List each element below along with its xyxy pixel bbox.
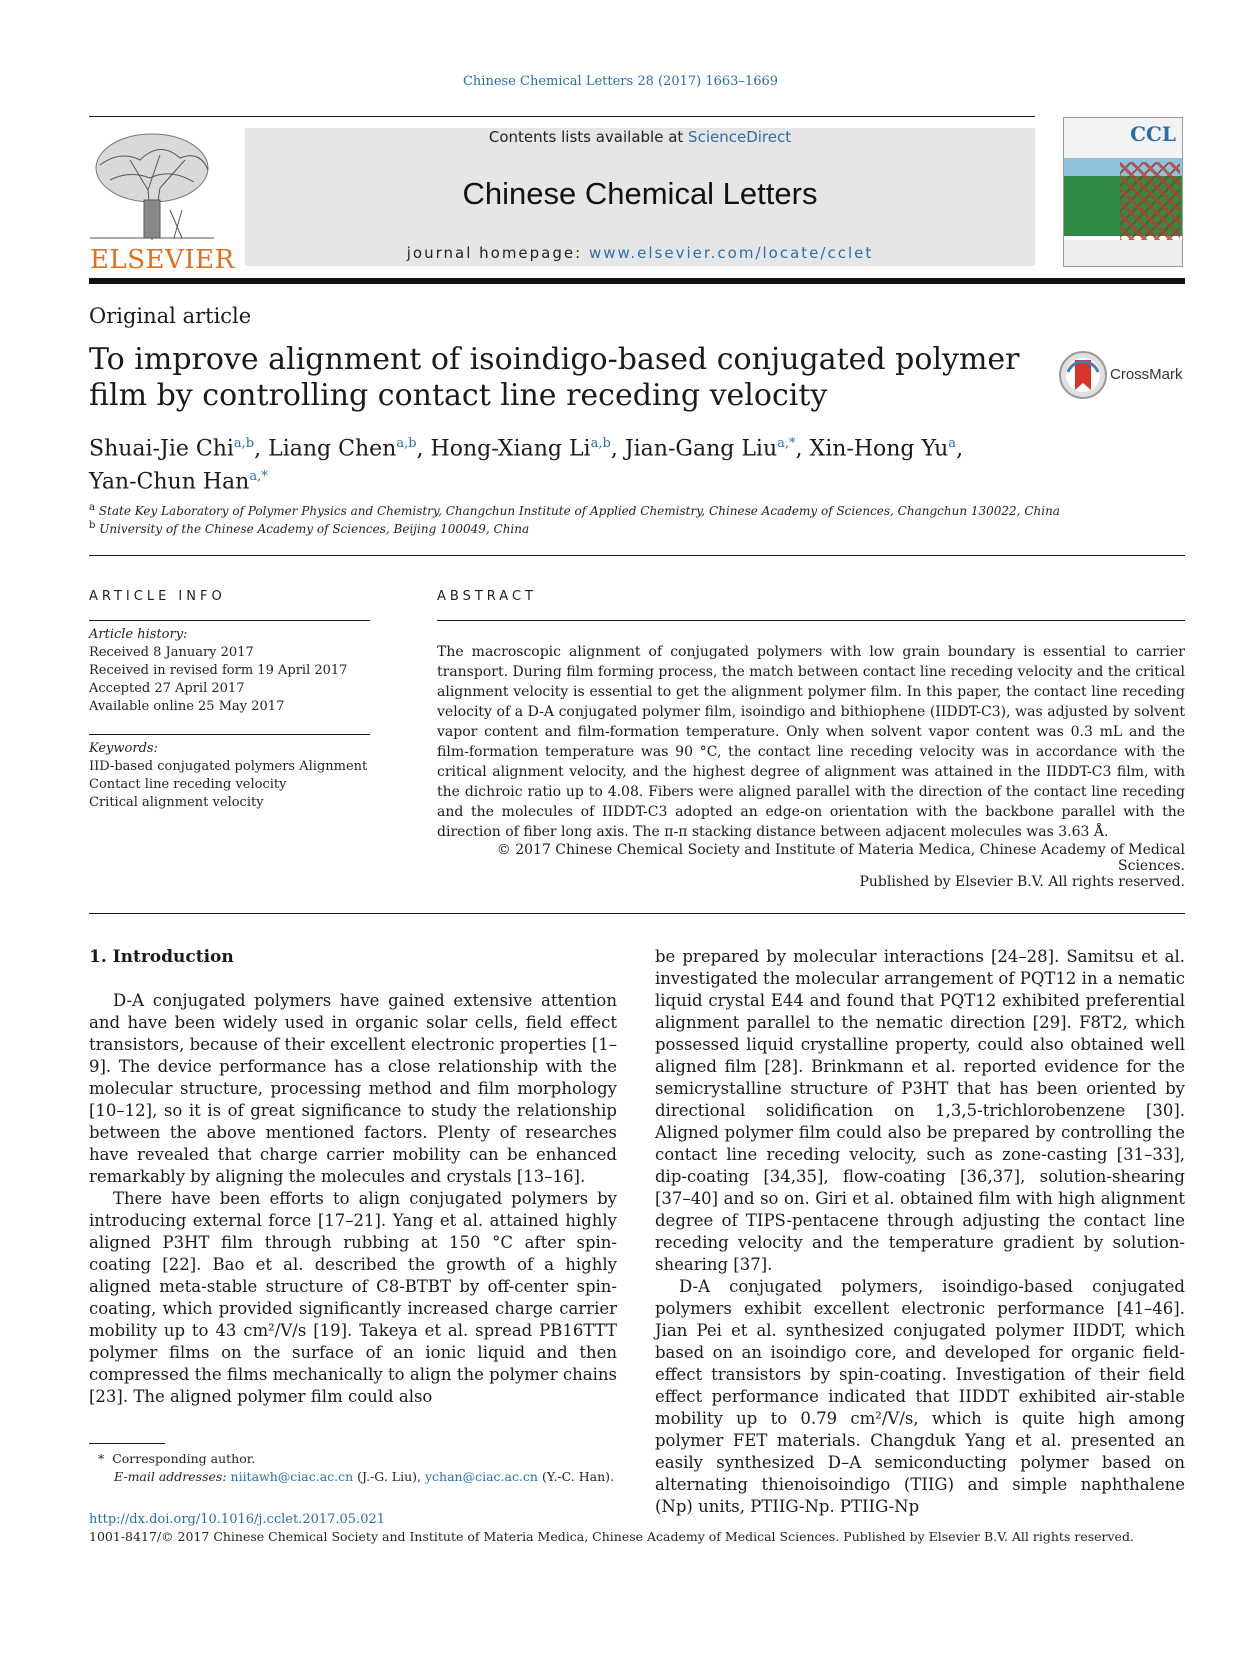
author-affil-sup[interactable]: a,* — [777, 436, 796, 451]
keywords-block — [89, 740, 374, 812]
history-label: Article history: — [89, 627, 188, 642]
history-item: Received 8 January 2017 — [89, 645, 254, 660]
corresponding-footnote — [98, 1450, 618, 1486]
contents-prefix: Contents lists available at — [488, 128, 689, 146]
author-sep: , — [795, 436, 810, 462]
affiliation-a — [89, 502, 1189, 518]
body-paragraph: be prepared by molecular interactions [24–28]. Samitsu et al. investigated the molecular arrangement of PQT12 in a nematic liquid crystal E44 and found that PQT12 exhibited preferential alignment parallel to the nematic direction [29]. F8T2, which possessed liquid crystalline property, could also obtained well aligned film [28]. Brinkmann et al. reported evidence for the semicrystalline structure of P3HT that has been oriented by directional solidification on 1,3,5-trichlorobenzene [30]. Aligned polymer film could also be prepared by controlling the contact line receding velocity, such as zone-casting [31–33], dip-coating [34,35], flow-coating [36,37], solution-shearing [37–40] and so on. Giri et al. obtained film with high alignment degree of TIPS-pentacene through adjusting the contact line receding velocity and the temperature gradient by solution-shearing [37]. — [655, 947, 1185, 1274]
article-history — [89, 626, 374, 716]
crossmark-badge-icon — [1058, 350, 1108, 400]
author-affil-sup[interactable]: a,b — [396, 436, 417, 451]
footer-copyright: 1001-8417/© 2017 Chinese Chemical Society and Institute of Materia Medica, Chinese Academy of Medical Sciences. Published by Elsevier B.V. All rights reserved. — [89, 1529, 1134, 1544]
affiliation-text: University of the Chinese Academy of Sciences, Beijing 100049, China — [99, 522, 530, 536]
author-sep: , — [956, 436, 964, 462]
author-name[interactable]: Hong-Xiang Li — [430, 436, 591, 462]
masthead-bottom-rule — [89, 278, 1185, 284]
abstract-rule — [437, 620, 1185, 621]
author-sep: , — [610, 436, 625, 462]
cover-footer — [1064, 240, 1182, 266]
footnote-rule — [89, 1443, 165, 1444]
body-left-column — [89, 990, 617, 1408]
affiliations-bottom-rule — [89, 555, 1185, 556]
copyright-line-2: Published by Elsevier B.V. All rights reserved. — [859, 874, 1185, 890]
crossmark-label[interactable]: CrossMark — [1110, 366, 1183, 383]
article-info-rule — [89, 620, 370, 621]
affiliation-sup: b — [89, 520, 96, 531]
keywords-label: Keywords: — [89, 741, 158, 756]
affiliation-sup: a — [89, 502, 95, 513]
body-paragraph: D-A conjugated polymers have gained extensive attention and have been widely used in organic solar cells, field effect transistors, because of their excellent electronic properties [1–9]. The device performance has a close relationship with the molecular structure, processing method and film morphology [10–12], so it is of great significance to study the relationship between the above mentioned factors. Plenty of researches have revealed that charge carrier mobility can be enhanced remarkably by aligning the molecules and crystals [13–16]. — [89, 991, 617, 1186]
author-sep: , — [254, 436, 269, 462]
homepage-line — [245, 244, 1035, 262]
body-paragraph: There have been efforts to align conjugated polymers by introducing external force [17–21]. Yang et al. attained highly aligned P3HT film through rubbing at 150 °C after spin-coating [22]. Bao et al. described the growth of a highly aligned meta-stable structure of C8-BTBT by off-center spin-coating, which provided significantly increased charge carrier mobility up to 43 cm²/V/s [19]. Takeya et al. spread PB16TTT polymer films on the surface of an ionic liquid and then compressed the films mechanically to align the polymer chains [23]. The aligned polymer film could also — [89, 1189, 617, 1406]
author-affil-sup[interactable]: a,* — [249, 469, 268, 485]
sciencedirect-link[interactable]: ScienceDirect — [688, 128, 792, 146]
elsevier-tree-icon — [90, 130, 214, 242]
doi-link[interactable]: http://dx.doi.org/10.1016/j.cclet.2017.05.021 — [89, 1512, 386, 1527]
journal-name: Chinese Chemical Letters — [462, 176, 818, 211]
section-heading-introduction: 1. Introduction — [89, 947, 234, 967]
email-label: E-mail addresses: — [114, 1469, 231, 1484]
history-item: Accepted 27 April 2017 — [89, 681, 245, 696]
author-affil-sup[interactable]: a — [948, 436, 957, 451]
copyright-line-1: © 2017 Chinese Chemical Society and Institute of Materia Medica, Chinese Academy of Medical Sciences. — [496, 842, 1185, 874]
author-name[interactable]: Jian-Gang Liu — [624, 436, 778, 462]
affiliation-text: State Key Laboratory of Polymer Physics and Chemistry, Changchun Institute of Applied Chemistry, Chinese Academy of Sciences, Changchun 130022, China — [98, 504, 1060, 518]
body-right-column — [655, 946, 1185, 1518]
author-name[interactable]: Yan-Chun Han — [89, 469, 250, 495]
article-type: Original article — [89, 304, 252, 328]
email-owner-liu: (J.-G. Liu), — [353, 1469, 425, 1484]
journal-citation[interactable]: Chinese Chemical Letters 28 (2017) 1663–1669 — [462, 74, 779, 89]
author-name[interactable]: Liang Chen — [268, 436, 397, 462]
abstract-text: The macroscopic alignment of conjugated polymers with low grain boundary is essential to carrier transport. During film forming process, the match between contact line receding velocity and the critical alignment velocity is essential to get the alignment polymer film. In this paper, the contact line receding velocity of a D-A conjugated polymer film, isoindigo and bithiophene (IIDDT-C3), was adjusted by solvent vapor content and film-formation temperature. Only when solvent vapor content was 0.3 mL and the film-formation temperature was 90 °C, the contact line receding velocity was in accordance with the critical alignment velocity, and the highest degree of alignment was attained in the IIDDT-C3 film, with the dichroic ratio up to 4.08. Fibers were aligned parallel with the direction of the contact line receding and the molecules of IIDDT-C3 adopted an edge-on orientation with the backbone parallel with the direction of fiber long axis. The π-π stacking distance between adjacent molecules was 3.63 Å. — [437, 644, 1185, 840]
history-item: Available online 25 May 2017 — [89, 699, 285, 714]
cover-molecule-pattern — [1120, 162, 1180, 242]
author-sep: , — [416, 436, 431, 462]
footnote-corresponding: Corresponding author. — [112, 1451, 256, 1466]
crossmark-icon[interactable] — [1058, 350, 1108, 400]
article-info-heading: ARTICLE INFO — [89, 589, 226, 604]
abstract-heading: ABSTRACT — [437, 589, 537, 604]
email-link-liu[interactable]: niitawh@ciac.ac.cn — [230, 1469, 354, 1484]
header-top-rule — [89, 116, 1035, 117]
homepage-link[interactable]: www.elsevier.com/locate/cclet — [588, 244, 874, 262]
keywords-rule — [89, 734, 370, 735]
author-name[interactable]: Xin-Hong Yu — [809, 436, 949, 462]
abstract-bottom-rule — [89, 913, 1185, 914]
history-item: Received in revised form 19 April 2017 — [89, 663, 348, 678]
author-name[interactable]: Shuai-Jie Chi — [89, 436, 234, 462]
keyword-item: Critical alignment velocity — [89, 795, 264, 810]
email-link-han[interactable]: ychan@ciac.ac.cn — [424, 1469, 538, 1484]
cover-title: CCL — [1130, 122, 1176, 146]
author-affil-sup[interactable]: a,b — [590, 436, 611, 451]
contents-line — [245, 128, 1035, 146]
journal-masthead — [245, 128, 1035, 266]
article-title: To improve alignment of isoindigo-based conjugated polymer film by controlling contact line receding velocity — [89, 342, 1020, 413]
keyword-item: IID-based conjugated polymers Alignment — [89, 759, 368, 774]
footnote-marker: * — [98, 1451, 105, 1466]
affiliation-b — [89, 520, 1189, 536]
journal-cover-thumbnail[interactable] — [1063, 117, 1183, 267]
abstract-copyright — [437, 842, 1185, 890]
homepage-prefix: journal homepage: — [406, 244, 589, 262]
email-owner-han: (Y.-C. Han). — [537, 1469, 614, 1484]
author-list — [89, 430, 1089, 497]
author-affil-sup[interactable]: a,b — [233, 436, 255, 451]
body-paragraph: D-A conjugated polymers, isoindigo-based conjugated polymers exhibit excellent electronic performance [41–46]. Jian Pei et al. synthesized conjugated polymer IIDDT, which based on an isoindigo core, and developed for organic field-effect transistors by spin-coating. Investigation of their field effect performance indicated that IIDDT exhibited air-stable mobility up to 0.79 cm²/V/s, which is quite high among polymer FET materials. Changduk Yang et al. presented an easily synthesized D–A semiconducting polymer based on alternating thienoisoindigo (TIIG) and simple naphthalene (Np) units, PTIIG-Np. PTIIG-Np — [655, 1277, 1185, 1516]
keyword-item: Contact line receding velocity — [89, 777, 287, 792]
elsevier-wordmark: ELSEVIER — [90, 245, 235, 275]
